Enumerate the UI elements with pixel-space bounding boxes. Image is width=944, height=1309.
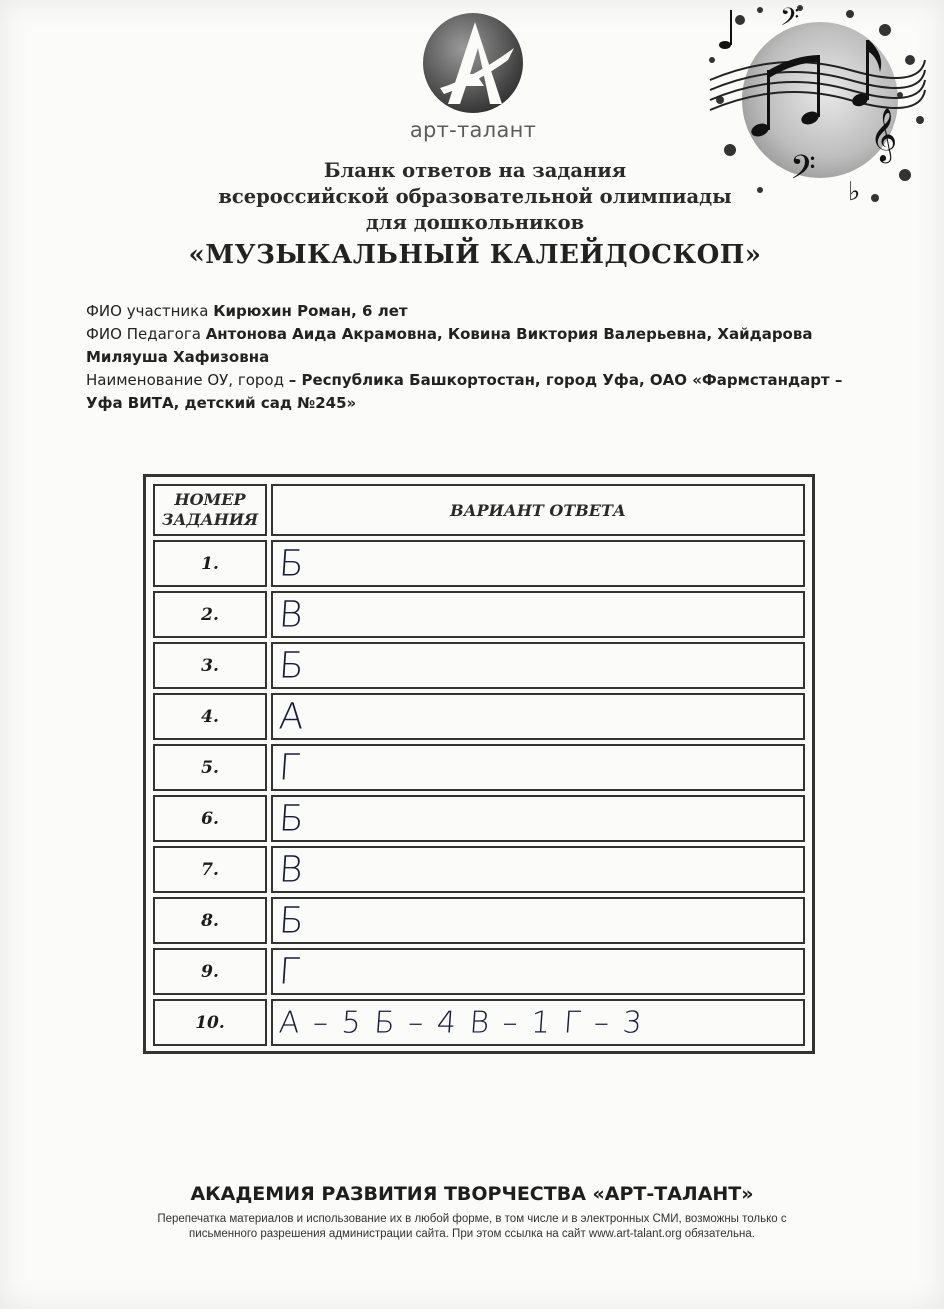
answer-cell: [271, 846, 805, 893]
answer-rows: [153, 540, 805, 1046]
table-row: [153, 693, 805, 740]
teacher-label: ФИО Педагога: [86, 325, 201, 343]
table-row: [153, 795, 805, 842]
task-number: 6.: [153, 795, 267, 842]
art-talant-logo-icon: [418, 8, 528, 118]
title-block: [130, 158, 820, 272]
footer-note-line-1: Перепечатка материалов и использование их в любой форме, в том числе и в электронных СМИ, возможны только с: [157, 1213, 787, 1225]
answer-table: [143, 474, 815, 1054]
answer-cell: [271, 744, 805, 791]
participant-label: ФИО участника: [86, 302, 209, 320]
org-value-1: – Республика Башкортостан, город Уфа, ОАО «Фармстандарт –: [288, 371, 843, 389]
olympiad-name: «МУЗЫКАЛЬНЫЙ КАЛЕЙДОСКОП»: [188, 240, 762, 270]
task-number: 10.: [153, 999, 267, 1046]
svg-text:♭: ♭: [848, 177, 861, 207]
title-line-2: всероссийской образовательной олимпиады: [218, 185, 732, 208]
table-row: [153, 642, 805, 689]
handwritten-answer: А – 5 Б – 4 В – 1 Г – 3: [277, 1005, 645, 1040]
handwritten-answer: Г: [277, 951, 301, 992]
answer-cell: [271, 897, 805, 944]
table-row: [153, 948, 805, 995]
task-number: 4.: [153, 693, 267, 740]
svg-text:𝄢: 𝄢: [780, 3, 800, 38]
answer-cell: [271, 642, 805, 689]
task-number: 3.: [153, 642, 267, 689]
table-row: [153, 591, 805, 638]
task-number: 8.: [153, 897, 267, 944]
table-row: [153, 540, 805, 587]
teacher-line-2: [86, 346, 866, 369]
answer-cell: [271, 693, 805, 740]
answer-cell: [271, 999, 805, 1046]
handwritten-answer: В: [277, 594, 305, 635]
participant-info: [86, 300, 866, 415]
task-number: 5.: [153, 744, 267, 791]
answer-cell: [271, 540, 805, 587]
header-answer: ВАРИАНТ ОТВЕТА: [271, 484, 805, 536]
org-line-2: [86, 392, 866, 415]
task-number: 7.: [153, 846, 267, 893]
answer-cell: [271, 948, 805, 995]
handwritten-answer: Б: [277, 900, 306, 941]
svg-text:𝄞: 𝄞: [870, 107, 898, 161]
table-row: [153, 897, 805, 944]
handwritten-answer: Г: [277, 747, 301, 788]
footer-note: [100, 1212, 844, 1242]
title-line-1: Бланк ответов на задания: [323, 159, 627, 182]
task-number: 2.: [153, 591, 267, 638]
table-row: [153, 744, 805, 791]
handwritten-answer: Б: [277, 798, 306, 839]
handwritten-answer: Б: [277, 543, 306, 584]
teacher-value-2: Миляуша Хафизовна: [86, 348, 270, 366]
task-number: 1.: [153, 540, 267, 587]
participant-value: Кирюхин Роман, 6 лет: [213, 302, 408, 320]
brand-name: арт-талант: [409, 118, 537, 142]
org-value-2: Уфа ВИТА, детский сад №245»: [86, 394, 357, 412]
org-line: [86, 369, 866, 392]
org-label: Наименование ОУ, город: [86, 371, 284, 389]
handwritten-answer: Б: [277, 645, 306, 686]
footer-note-line-2: письменного разрешения администрации сайта. При этом ссылка на сайт www.art-talant.org обязательна.: [189, 1228, 755, 1240]
teacher-line: [86, 323, 866, 346]
task-number: 9.: [153, 948, 267, 995]
table-row: [153, 846, 805, 893]
header-num-line-1: НОМЕР: [174, 490, 246, 509]
participant-line: [86, 300, 866, 323]
title-line-3: для дошкольников: [365, 211, 585, 234]
svg-text:𝄢: 𝄢: [790, 149, 816, 195]
teacher-value-1: Антонова Аида Акрамовна, Ковина Виктория Валерьевна, Хайдарова: [205, 325, 813, 343]
header-num-line-2: ЗАДАНИЯ: [161, 510, 259, 529]
handwritten-answer: В: [277, 849, 305, 890]
answer-cell: [271, 795, 805, 842]
table-row: [153, 999, 805, 1046]
handwritten-answer: А: [277, 696, 306, 737]
answer-cell: [271, 591, 805, 638]
footer-title: АКАДЕМИЯ РАЗВИТИЯ ТВОРЧЕСТВА «АРТ-ТАЛАНТ»: [190, 1183, 754, 1205]
header-task-number: [153, 484, 267, 536]
